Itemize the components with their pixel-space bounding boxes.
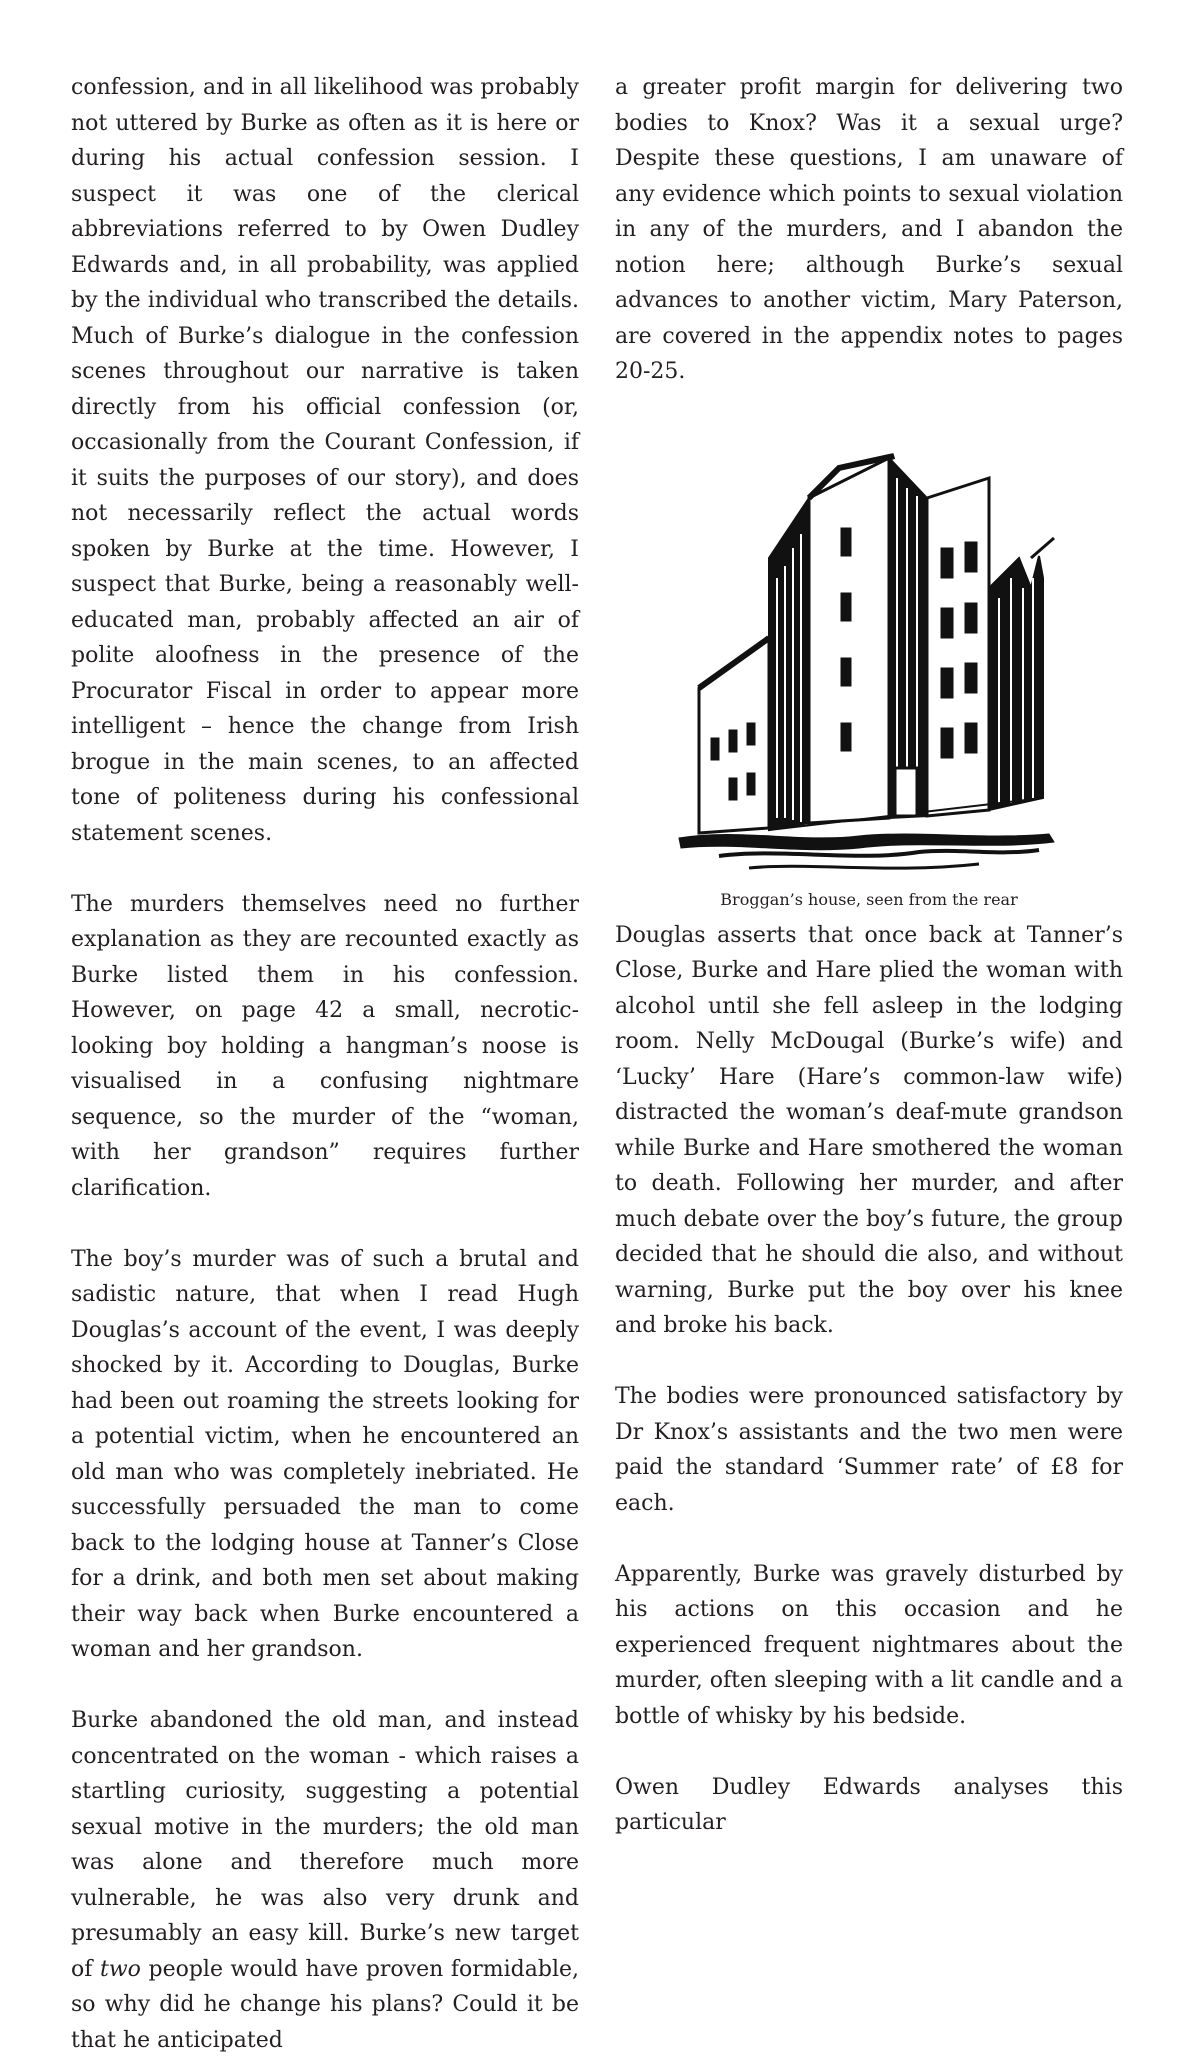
right-column [615,70,1123,1841]
building-engraving-icon [659,438,1079,878]
right-paragraph-4: Apparently, Burke was gravely disturbed by his actions on this occasion and he experienced frequent nightmares about the murder, often sleeping with a lit candle and a bottle of whisky by his bedside. [615,1561,1123,1729]
left-paragraph-4 [71,1703,579,2058]
left-column [71,70,579,2058]
left-paragraph-2: The murders themselves need no further explanation as they are recounted exactly as Burke listed them in his confession. However, on page 42 a small, necrotic-looking boy holding a hangman’s noose is visualised in a confusing nightmare sequence, so the murder of the “woman, with her grandson” requires further clarification. [71,891,579,1201]
left-paragraph-4-end: people would have proven formidable, so why did he change his plans? Could it be that he anticipated [71,1956,579,2053]
figure [615,438,1123,910]
left-paragraph-1: confession, and in all likelihood was probably not uttered by Burke as often as it is here or during his actual confession session. I suspect it was one of the clerical abbreviations referred to by Owen Dudley Edwards and, in all probability, was applied by the individual who transcribed the details. Much of Burke’s dialogue in the confession scenes throughout our narrative is taken directly from his official confession (or, occasionally from the Courant Confession, if it suits the purposes of our story), and does not necessarily reflect the actual words spoken by Burke at the time. However, I suspect that Burke, being a reasonably well-educated man, probably affected an air of polite aloofness in the presence of the Procurator Fiscal in order to appear more intelligent – hence the change from Irish brogue in the main scenes, to an affected tone of politeness during his confessional statement scenes. [71,75,579,846]
right-paragraph-1: a greater profit margin for delivering two bodies to Knox? Was it a sexual urge? Despite these questions, I am unaware of any evidence which points to sexual violation in any of the murders, and I abandon the notion here; although Burke’s sexual advances to another victim, Mary Paterson, are covered in the appendix notes to pages 20-25. [615,75,1123,384]
right-paragraph-5: Owen Dudley Edwards analyses this particular [615,1774,1123,1835]
right-paragraph-2: Douglas asserts that once back at Tanner’s Close, Burke and Hare plied the woman with alcohol until she fell asleep in the lodging room. Nelly McDougal (Burke’s wife) and ‘Lucky’ Hare (Hare’s common-law wife) distracted the woman’s deaf-mute grandson while Burke and Hare smothered the woman to death. Following her murder, and after much debate over the boy’s future, the group decided that he should die also, and without warning, Burke put the boy over his knee and broke his back. [615,922,1123,1338]
left-paragraph-4-start: Burke abandoned the old man, and instead concentrated on the woman - which raises a startling curiosity, suggesting a potential sexual motive in the murders; the old man was alone and therefore much more vulnerable, he was also very drunk and presumably an easy kill. Burke’s new target of [71,1708,579,1982]
right-paragraph-3: The bodies were pronounced satisfactory by Dr Knox’s assistants and the two men were paid the standard ‘Summer rate’ of £8 for each. [615,1384,1123,1516]
figure-caption: Broggan’s house, seen from the rear [720,889,1018,909]
emphasis-two: two [99,1956,141,1982]
left-paragraph-3: The boy’s murder was of such a brutal and sadistic nature, that when I read Hugh Douglas’s account of the event, I was deeply shocked by it. According to Douglas, Burke had been out roaming the streets looking for a potential victim, when he encountered an old man who was completely inebriated. He successfully persuaded the man to come back to the lodging house at Tanner’s Close for a drink, and both men set about making their way back when Burke encountered a woman and her grandson. [71,1246,579,1662]
